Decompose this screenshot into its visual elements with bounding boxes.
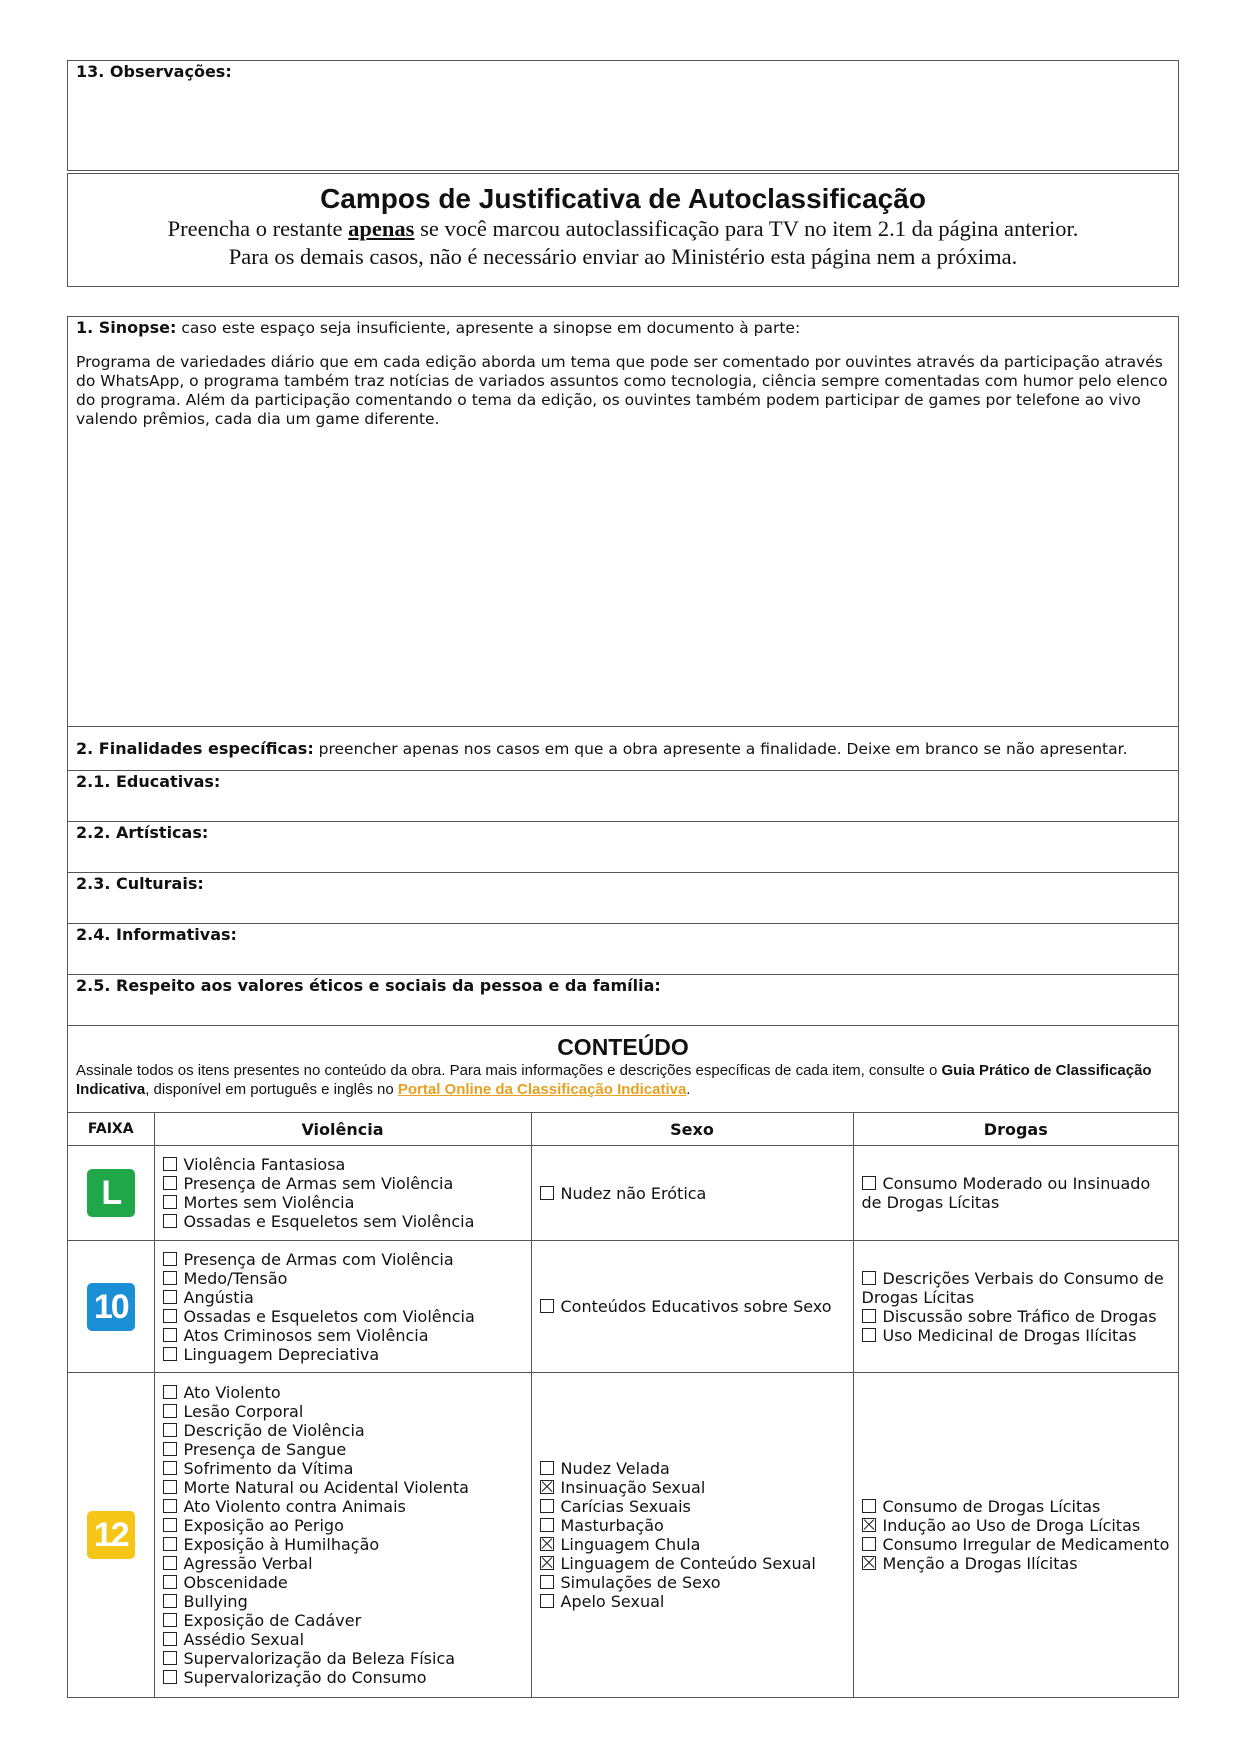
checkbox[interactable]	[163, 1556, 177, 1570]
checkbox-label: Uso Medicinal de Drogas Ilícitas	[882, 1325, 1137, 1345]
checkbox[interactable]	[163, 1271, 177, 1285]
checkbox-item[interactable]	[163, 1459, 523, 1478]
rating-badge-10: 10	[87, 1283, 135, 1331]
finalidade-label: 2.5. Respeito aos valores éticos e sociais da pessoa e da família:	[76, 976, 661, 995]
checkbox-item[interactable]	[540, 1592, 845, 1611]
faixa-row-10	[68, 1241, 1178, 1373]
violencia-header: Violência	[154, 1113, 531, 1146]
finalidades-label: 2. Finalidades específicas:	[76, 739, 314, 758]
rating-badge-12: 12	[87, 1511, 135, 1559]
finalidades-instruction: preencher apenas nos casos em que a obra apresente a finalidade. Deixe em branco se não apresentar.	[313, 740, 1128, 758]
form-main	[67, 316, 1179, 1698]
checkbox[interactable]	[163, 1404, 177, 1418]
faixa-cell	[68, 1373, 154, 1698]
checkbox-item[interactable]	[862, 1269, 1171, 1307]
finalidade-artisticas[interactable]	[68, 822, 1178, 873]
checkbox-label: Descrição de Violência	[183, 1421, 365, 1441]
checkbox-item[interactable]	[862, 1326, 1171, 1345]
drogas-header: Drogas	[853, 1113, 1178, 1146]
checkbox-item[interactable]	[163, 1497, 523, 1516]
checkbox-item[interactable]	[163, 1174, 523, 1193]
checkbox-item[interactable]	[163, 1516, 523, 1535]
checkbox-item[interactable]	[540, 1297, 845, 1316]
checkbox-item[interactable]	[163, 1611, 523, 1630]
checkbox-label: Supervalorização da Beleza Física	[183, 1649, 456, 1669]
checkbox[interactable]	[163, 1594, 177, 1608]
checkbox[interactable]	[163, 1499, 177, 1513]
checkbox-label: Nudez Velada	[560, 1459, 670, 1479]
checkbox[interactable]	[163, 1290, 177, 1304]
sinopse-label: 1. Sinopse:	[76, 318, 177, 337]
justificativa-line2: Para os demais casos, não é necessário enviar ao Ministério esta página nem a próxima.	[228, 244, 1018, 269]
faixa-header: FAIXA	[68, 1113, 154, 1146]
finalidade-respeito[interactable]	[68, 975, 1178, 1026]
checkbox-item[interactable]	[163, 1269, 523, 1288]
faixa-cell	[68, 1146, 154, 1241]
checkbox-label: Nudez não Erótica	[560, 1183, 707, 1203]
checkbox-item[interactable]	[163, 1383, 523, 1402]
checkbox-label: Obscenidade	[183, 1573, 288, 1593]
checkbox-checked[interactable]	[862, 1556, 876, 1570]
checkbox-label: Ossadas e Esqueletos com Violência	[183, 1306, 475, 1326]
checkbox-item[interactable]	[163, 1402, 523, 1421]
checkbox[interactable]	[862, 1537, 876, 1551]
checkbox[interactable]	[163, 1195, 177, 1209]
checkbox[interactable]	[163, 1328, 177, 1342]
checkbox-item[interactable]	[163, 1592, 523, 1611]
checkbox[interactable]	[862, 1176, 876, 1190]
checkbox[interactable]	[163, 1214, 177, 1228]
checkbox-label: Ossadas e Esqueletos sem Violência	[183, 1212, 475, 1231]
checkbox-item[interactable]	[540, 1554, 845, 1573]
checkbox-item[interactable]	[862, 1554, 1171, 1573]
violencia-cell	[154, 1241, 531, 1373]
checkbox[interactable]	[163, 1613, 177, 1627]
checkbox-label: Atos Criminosos sem Violência	[183, 1325, 429, 1345]
checkbox-item[interactable]	[163, 1554, 523, 1573]
checkbox-label: Linguagem de Conteúdo Sexual	[560, 1554, 816, 1574]
checkbox-label: Consumo de Drogas Lícitas	[882, 1497, 1101, 1517]
desc-mid: , disponível em português e inglês no	[145, 1081, 398, 1098]
sinopse-section[interactable]	[68, 317, 1178, 727]
checkbox[interactable]	[540, 1299, 554, 1313]
finalidades-section	[68, 727, 1178, 771]
checkbox-label: Consumo Moderado ou Insinuado de Drogas Lícitas	[861, 1174, 1151, 1212]
drogas-cell	[853, 1146, 1178, 1241]
checkbox-label: Masturbação	[560, 1516, 664, 1536]
checkbox-item[interactable]	[540, 1459, 845, 1478]
checkbox[interactable]	[163, 1632, 177, 1646]
checkbox[interactable]	[163, 1461, 177, 1475]
checkbox-label: Presença de Sangue	[183, 1440, 347, 1460]
checkbox-item[interactable]	[163, 1649, 523, 1668]
checkbox-label: Insinuação Sexual	[560, 1478, 706, 1498]
sexo-cell	[531, 1146, 853, 1241]
checkbox[interactable]	[163, 1651, 177, 1665]
finalidade-label: 2.4. Informativas:	[76, 925, 237, 944]
drogas-cell	[853, 1241, 1178, 1373]
checkbox-item[interactable]	[163, 1250, 523, 1269]
checkbox[interactable]	[163, 1442, 177, 1456]
checkbox[interactable]	[163, 1575, 177, 1589]
justificativa-title: Campos de Justificativa de Autoclassificação	[320, 183, 926, 214]
checkbox-label: Indução ao Uso de Droga Lícitas	[882, 1516, 1141, 1536]
checkbox[interactable]	[540, 1575, 554, 1589]
sexo-cell	[531, 1241, 853, 1373]
conteudo-description	[76, 1061, 1170, 1099]
violencia-cell	[154, 1146, 531, 1241]
justificativa-line1	[68, 215, 1178, 243]
sinopse-instruction: caso este espaço seja insuficiente, apresente a sinopse em documento à parte:	[176, 319, 801, 337]
checkbox-item[interactable]	[540, 1573, 845, 1592]
desc-end: .	[686, 1081, 691, 1098]
checkbox[interactable]	[163, 1423, 177, 1437]
checkbox[interactable]	[862, 1309, 876, 1323]
finalidade-label: 2.1. Educativas:	[76, 772, 221, 791]
checkbox-item[interactable]	[540, 1184, 845, 1203]
checkbox-label: Simulações de Sexo	[560, 1573, 721, 1593]
finalidade-informativas[interactable]	[68, 924, 1178, 975]
checkbox-label: Carícias Sexuais	[560, 1497, 691, 1517]
checkbox[interactable]	[163, 1157, 177, 1171]
checkbox-item[interactable]	[163, 1326, 523, 1345]
checkbox-label: Supervalorização do Consumo	[183, 1668, 427, 1688]
checkbox[interactable]	[862, 1328, 876, 1342]
checkbox-label: Agressão Verbal	[183, 1554, 313, 1574]
checkbox-item[interactable]	[163, 1478, 523, 1497]
checkbox[interactable]	[163, 1385, 177, 1399]
drogas-cell	[853, 1373, 1178, 1698]
checkbox-item[interactable]	[862, 1174, 1171, 1212]
checkbox[interactable]	[163, 1347, 177, 1361]
checkbox[interactable]	[163, 1176, 177, 1190]
checkbox-item[interactable]	[862, 1307, 1171, 1326]
portal-link[interactable]: Portal Online da Classificação Indicativa	[397, 1081, 687, 1098]
checkbox-label: Linguagem Depreciativa	[183, 1344, 380, 1364]
checkbox[interactable]	[540, 1499, 554, 1513]
sexo-cell	[531, 1373, 853, 1698]
checkbox[interactable]	[163, 1518, 177, 1532]
checkbox-label: Medo/Tensão	[183, 1268, 288, 1288]
conteudo-table	[68, 1113, 1178, 1698]
checkbox-label: Lesão Corporal	[183, 1402, 304, 1422]
sinopse-text: Programa de variedades diário que em cada edição aborda um tema que pode ser comentado por ouvintes através da participação através do WhatsApp, o programa também traz notícias de variados assuntos como tecnologia, ciência sempre comentadas com humor pelo elenco do programa. Além da participação comentando o tema da edição, os ouvintes também podem participar de games por telefone ao vivo valendo prêmios, cada dia um game diferente.	[76, 353, 1168, 428]
checkbox-label: Linguagem Chula	[560, 1535, 701, 1555]
observacoes-label: 13. Observações:	[76, 62, 232, 81]
checkbox-item[interactable]	[163, 1155, 523, 1174]
checkbox[interactable]	[163, 1252, 177, 1266]
checkbox-label: Presença de Armas com Violência	[183, 1249, 454, 1269]
checkbox[interactable]	[540, 1518, 554, 1532]
checkbox-label: Assédio Sexual	[183, 1630, 305, 1650]
checkbox-item[interactable]	[862, 1516, 1171, 1535]
justificativa-header	[67, 173, 1179, 287]
line1-bold: apenas	[348, 216, 415, 241]
finalidade-label: 2.3. Culturais:	[76, 874, 204, 893]
checkbox-item[interactable]	[862, 1497, 1171, 1516]
checkbox-item[interactable]	[163, 1345, 523, 1364]
checkbox-item[interactable]	[163, 1212, 523, 1231]
checkbox-item[interactable]	[540, 1516, 845, 1535]
checkbox-label: Mortes sem Violência	[183, 1193, 355, 1212]
line1-pre: Preencha o restante	[167, 216, 349, 241]
checkbox-label: Ato Violento	[183, 1383, 281, 1403]
checkbox-item[interactable]	[540, 1535, 845, 1554]
desc-pre: Assinale todos os itens presentes no conteúdo da obra. Para mais informações e descrições específicas de cada item, consulte o	[76, 1062, 942, 1079]
line1-post: se você marcou autoclassificação para TV no item 2.1 da página anterior.	[414, 216, 1079, 241]
rating-badge-l: L	[87, 1169, 135, 1217]
checkbox-item[interactable]	[163, 1573, 523, 1592]
checkbox-label: Descrições Verbais do Consumo de Drogas Lícitas	[861, 1268, 1164, 1307]
checkbox-label: Conteúdos Educativos sobre Sexo	[560, 1297, 832, 1316]
checkbox[interactable]	[862, 1499, 876, 1513]
checkbox-checked[interactable]	[540, 1537, 554, 1551]
checkbox-item[interactable]	[540, 1478, 845, 1497]
checkbox[interactable]	[163, 1309, 177, 1323]
checkbox-label: Exposição à Humilhação	[183, 1535, 380, 1555]
observacoes-box[interactable]	[67, 60, 1179, 171]
checkbox-checked[interactable]	[540, 1556, 554, 1570]
checkbox-label: Apelo Sexual	[560, 1592, 665, 1612]
checkbox[interactable]	[540, 1186, 554, 1200]
checkbox-label: Sofrimento da Vítima	[183, 1459, 354, 1479]
checkbox[interactable]	[163, 1480, 177, 1494]
sexo-header: Sexo	[531, 1113, 853, 1146]
checkbox-label: Consumo Irregular de Medicamento	[882, 1535, 1170, 1555]
checkbox-label: Discussão sobre Tráfico de Drogas	[882, 1306, 1157, 1326]
finalidade-culturais[interactable]	[68, 873, 1178, 924]
faixa-cell	[68, 1241, 154, 1373]
faixa-row-12	[68, 1373, 1178, 1698]
checkbox-label: Ato Violento contra Animais	[183, 1497, 406, 1517]
table-header-row	[68, 1113, 1178, 1146]
checkbox-item[interactable]	[862, 1535, 1171, 1554]
violencia-cell	[154, 1373, 531, 1698]
checkbox-item[interactable]	[163, 1535, 523, 1554]
checkbox[interactable]	[163, 1670, 177, 1684]
checkbox-label: Violência Fantasiosa	[183, 1155, 346, 1174]
checkbox-item[interactable]	[163, 1668, 523, 1687]
checkbox-checked[interactable]	[862, 1518, 876, 1532]
checkbox-item[interactable]	[163, 1193, 523, 1212]
checkbox-item[interactable]	[163, 1421, 523, 1440]
checkbox-label: Exposição de Cadáver	[183, 1611, 362, 1631]
checkbox-label: Angústia	[183, 1287, 254, 1307]
checkbox-item[interactable]	[540, 1497, 845, 1516]
checkbox-label: Menção a Drogas Ilícitas	[882, 1554, 1078, 1574]
checkbox-item[interactable]	[163, 1307, 523, 1326]
checkbox[interactable]	[540, 1594, 554, 1608]
guia-pratico-ref: Guia Prático de Classificação Indicativa	[76, 1062, 1152, 1098]
checkbox-item[interactable]	[163, 1440, 523, 1459]
faixa-row-l	[68, 1146, 1178, 1241]
checkbox-item[interactable]	[163, 1288, 523, 1307]
checkbox[interactable]	[163, 1537, 177, 1551]
conteudo-title: CONTEÚDO	[557, 1034, 689, 1060]
checkbox[interactable]	[540, 1461, 554, 1475]
checkbox-label: Morte Natural ou Acidental Violenta	[183, 1478, 469, 1498]
checkbox-label: Presença de Armas sem Violência	[183, 1174, 454, 1193]
conteudo-header	[68, 1026, 1178, 1113]
checkbox-checked[interactable]	[540, 1480, 554, 1494]
checkbox-label: Exposição ao Perigo	[183, 1516, 344, 1536]
checkbox-item[interactable]	[163, 1630, 523, 1649]
checkbox-label: Bullying	[183, 1592, 248, 1612]
finalidade-educativas[interactable]	[68, 771, 1178, 822]
finalidade-label: 2.2. Artísticas:	[76, 823, 209, 842]
checkbox[interactable]	[862, 1271, 876, 1285]
